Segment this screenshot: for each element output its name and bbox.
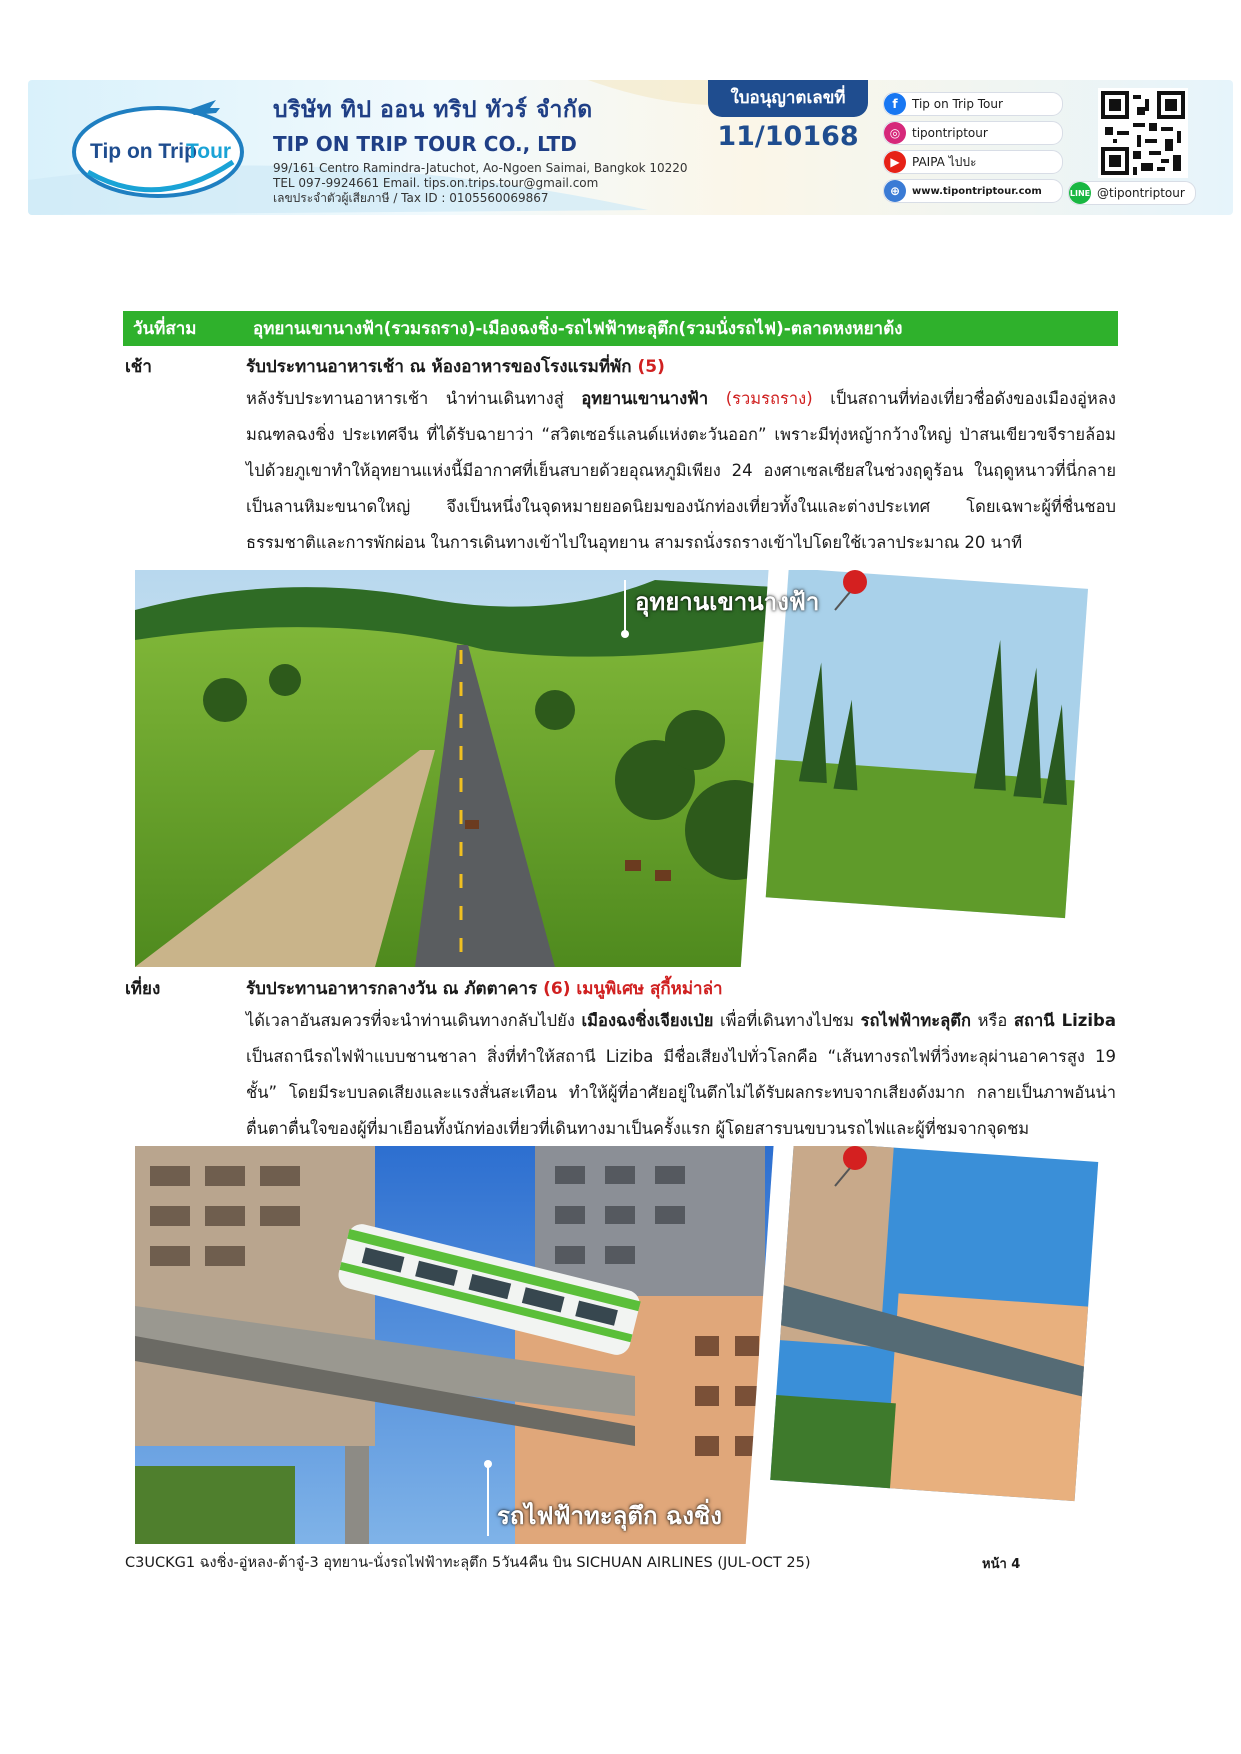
morning-meal-line: รับประทานอาหารเช้า ณ ห้องอาหารของโรงแรมที่พัก (5) — [246, 357, 665, 377]
day-label: วันที่สาม — [133, 319, 197, 339]
qr-code — [1098, 88, 1188, 178]
footer-tour-code: C3UCKG1 ฉงชิ่ง-อู่หลง-ต้าจู๋-3 อุทยาน-นั่งรถไฟฟ้าทะลุตึก 5วัน4คืน บิน SICHUAN AIRLINES (JUL-OCT 25) — [125, 1555, 811, 1571]
photo-fairy-mountain — [135, 570, 1115, 967]
company-name-english: TIP ON TRIP TOUR CO., LTD — [273, 132, 577, 156]
license-block — [708, 80, 868, 152]
company-name-thai: บริษัท ทิป ออน ทริป ทัวร์ จำกัด — [273, 97, 593, 123]
svg-text:Tip on Trip: Tip on Trip — [90, 140, 197, 163]
morning-description: หลังรับประทานอาหารเช้า นำท่านเดินทางสู่ อุทยานเขานางฟ้า (รวมรถราง) เป็นสถานที่ท่องเที่ยวชื่อดังของเมืองอู่หลง มณฑลฉงชิ่ง ประเทศจีน ที่ได้รับฉายาว่า “สวิตเซอร์แลนด์แห่งตะวันออก” เพราะมีทุ่งหญ้ากว้างใหญ่ ป่าสนเขียวขจีรายล้อมไปด้วยภูเขาทำให้อุทยานแห่งนี้มีอากาศที่เย็นสบายด้วยอุณหภูมิเพียง 24 องศาเซลเซียสในช่วงฤดูร้อน ในฤดูหนาวที่นี่กลายเป็นลานหิมะขนาดใหญ่ จึงเป็นหนึ่งในจุดหมายยอดนิยมของนักท่องเที่ยวทั้งในและต่างประเทศ โดยเฉพาะผู้ที่ชื่นชอบธรรมชาติและการพักผ่อน ในการเดินทางเข้าไปในอุทยาน สามรถนั่งรถรางเข้าไปโดยใช้เวลาประมาณ 20 นาที — [246, 389, 1116, 552]
day-title: อุทยานเขานางฟ้า(รวมรถราง)-เมืองฉงชิ่ง-รถไฟฟ้าทะลุตึก(รวมนั่งรถไฟ)-ตลาดหงหยาต้ง — [253, 319, 903, 339]
youtube-link[interactable]: ▶ PAIPA ไปปะ — [883, 150, 1063, 174]
license-label: ใบอนุญาตเลขที่ — [708, 80, 868, 117]
day-header-bar — [123, 311, 1118, 346]
instagram-icon: ◎ — [884, 122, 906, 144]
instagram-link[interactable]: ◎ tipontriptour — [883, 121, 1063, 145]
youtube-icon: ▶ — [884, 151, 906, 173]
line-icon: LINE — [1069, 182, 1091, 204]
time-slot-morning: เช้า — [125, 357, 152, 377]
company-contact: TEL 097-9924661 Email. tips.on.trips.tour@gmail.com — [273, 176, 599, 190]
company-address: 99/161 Centro Ramindra-Jatuchot, Ao-Ngoen Saimai, Bangkok 10220 — [273, 161, 688, 175]
social-links — [883, 92, 1063, 208]
website-link[interactable]: ⊕ www.tipontriptour.com — [883, 179, 1063, 203]
header-banner — [28, 80, 1233, 215]
facebook-icon: f — [884, 93, 906, 115]
noon-description: ได้เวลาอันสมควรที่จะนำท่านเดินทางกลับไปยัง เมืองฉงชิ่งเจียงเป่ย เพื่อที่เดินทางไปชม รถไฟฟ้าทะลุตึก หรือ สถานี Liziba เป็นสถานีรถไฟฟ้าแบบชานชาลา สิ่งที่ทำให้สถานี Liziba มีชื่อเสียงไปทั่วโลกคือ “เส้นทางรถไฟที่วิ่งทะลุผ่านอาคารสูง 19 ชั้น” โดยมีระบบลดเสียงและแรงสั่นสะเทือน ทำให้ผู้ที่อาศัยอยู่ในตึกไม่ได้รับผลกระทบจากเสียงดังมาก กลายเป็นภาพอันน่าตื่นตาตื่นใจของผู้ที่มาเยือนทั้งนักท่องเที่ยวที่เดินทางมาเป็นครั้งแรก ผู้โดยสารบนขบวนรถไฟและผู้ที่ชมจากจุดชม — [246, 1011, 1117, 1138]
company-info — [273, 92, 688, 206]
photo-caption-fairy-mountain: อุทยานเขานางฟ้า — [635, 588, 820, 616]
photo-liziba-train — [135, 1146, 1115, 1544]
svg-text:Tour: Tour — [186, 140, 232, 163]
company-tax-id: เลขประจำตัวผู้เสียภาษี / Tax ID : 0105560069867 — [273, 191, 549, 205]
license-number: 11/10168 — [717, 121, 859, 152]
meal-number: (5) — [637, 357, 665, 377]
globe-icon: ⊕ — [884, 180, 906, 202]
photo-caption-liziba: รถไฟฟ้าทะลุตึก ฉงชิ่ง — [497, 1502, 722, 1530]
noon-meal-line: รับประทานอาหารกลางวัน ณ ภัตตาคาร (6) เมนูพิเศษ สุกี้หม่าล่า — [246, 979, 723, 999]
time-slot-noon: เที่ยง — [125, 979, 161, 999]
meal-number-noon: (6) เมนูพิเศษ สุกี้หม่าล่า — [543, 979, 723, 999]
line-link[interactable]: LINE @tipontriptour — [1068, 181, 1196, 205]
facebook-link[interactable]: f Tip on Trip Tour — [883, 92, 1063, 116]
company-logo — [68, 92, 248, 204]
page-number: หน้า 4 — [982, 1557, 1021, 1572]
